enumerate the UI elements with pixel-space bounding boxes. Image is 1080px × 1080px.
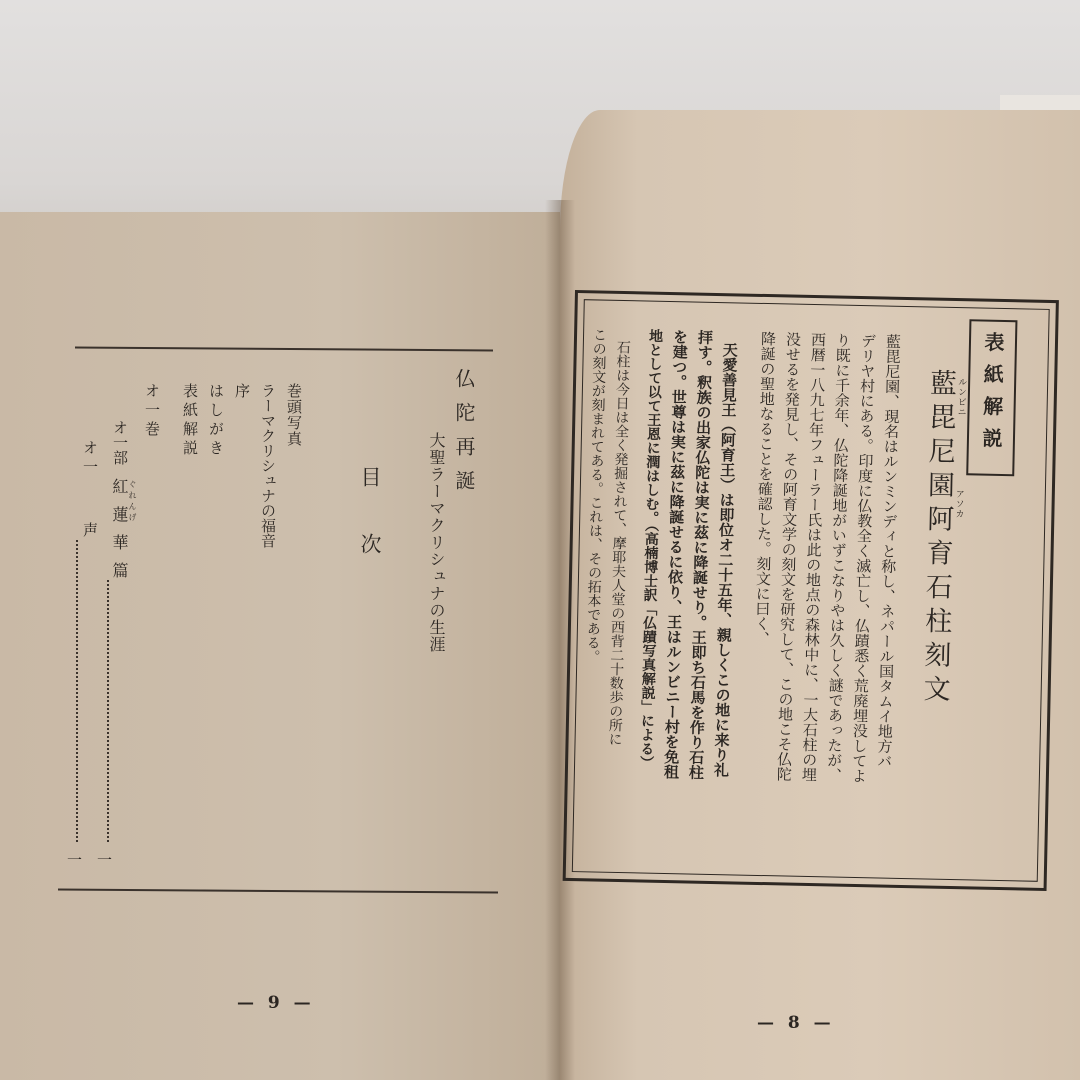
toc-heading: 目次 bbox=[358, 466, 382, 600]
quote-line: 拝す。釈族の出家仏陀は実に茲に降誕せり。王即ち石馬を作り石柱 bbox=[686, 329, 715, 780]
body-line: 降誕の聖地なることを確認した。刻文に曰く、 bbox=[752, 330, 778, 647]
quote-line: 天愛善見王（阿育王）は即位オ二十五年、親しくこの地に来り礼 bbox=[711, 342, 739, 778]
body-line: り既に千余年、仏陀降誕地がいずこなりやは久しく謎であったが、 bbox=[824, 332, 853, 783]
title-ruby: ルンビニ bbox=[955, 377, 967, 418]
toc-chapter-label: オ一 bbox=[81, 440, 99, 478]
toc-part-ruby: ぐれんげ bbox=[128, 480, 137, 524]
left-page bbox=[0, 212, 560, 1080]
body-line: 西暦一八九七年フューラー氏は此の地点の森林中に、一大石柱の埋 bbox=[799, 331, 828, 783]
right-page-number: — 8 — bbox=[757, 1013, 835, 1033]
toc-chapter-page: 一 bbox=[65, 852, 83, 867]
quote-line: 地として以て王恩に潤はしむ。（高楠博士訳「仏蹟写真解説」による） bbox=[637, 328, 664, 770]
toc-part-leader bbox=[107, 580, 109, 842]
quote-line: を建つ。世尊は実に茲に降誕せるに依り、王はルンビニー村を免租 bbox=[661, 329, 690, 780]
closing-line: この刻文が刻まれてある。これは、その拓本である。 bbox=[584, 327, 608, 664]
toc-entry: 巻頭写真 bbox=[285, 383, 303, 447]
toc-chapter-leader bbox=[76, 540, 78, 842]
toc-entry: 序 bbox=[233, 383, 251, 398]
toc-part-label: オ一部 bbox=[111, 420, 129, 465]
toc-part-page: 一 bbox=[95, 852, 113, 867]
book-title: 仏陀再誕 bbox=[452, 368, 476, 504]
body-line: 藍毘尼園、現名はルンミンディと称し、ネパール国タムイ地方バ bbox=[875, 333, 903, 769]
toc-part-title: 紅蓮華篇 bbox=[110, 478, 129, 590]
toc-entry: 表紙解説 bbox=[181, 383, 199, 459]
toc-entry: オ一巻 bbox=[143, 383, 161, 440]
closing-line: 石柱は今日は全く発掘されて、摩耶夫人堂の西背二十数歩の所に bbox=[606, 339, 631, 747]
book-subtitle: 大聖ラーマクリシュナの生涯 bbox=[427, 432, 446, 653]
toc-entry: はしがき bbox=[207, 383, 225, 459]
toc-chapter-title: 声 bbox=[81, 522, 99, 537]
section-heading: 表紙解説 bbox=[978, 331, 1006, 460]
left-page-number: — 9 — bbox=[237, 993, 315, 1013]
cover-explanation-frame bbox=[563, 290, 1059, 891]
body-line: デリヤ村にある。印度に仏教全く滅亡し、仏蹟悉く荒廃埋没してよ bbox=[849, 332, 878, 784]
title-ruby: アソカ bbox=[953, 488, 964, 520]
toc-entry: ラーマクリシュナの福音 bbox=[259, 383, 277, 548]
inscription-title: 藍毘尼園阿育石柱刻文 bbox=[918, 368, 957, 709]
body-line: 没せるを発見し、その阿育文学の刻文を研究して、この地こそ仏陀 bbox=[774, 331, 803, 782]
